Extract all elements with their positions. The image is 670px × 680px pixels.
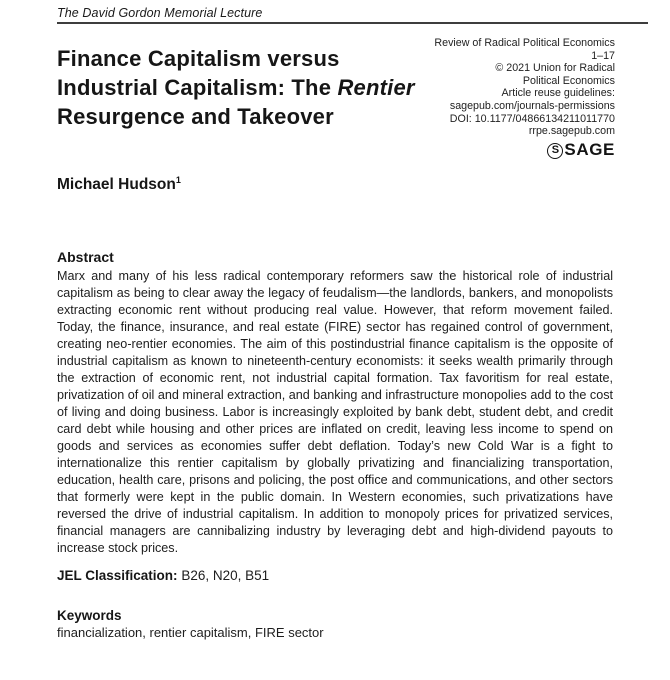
article-title-line1: Finance Capitalism versus <box>57 46 340 71</box>
journal-info-block <box>315 37 615 159</box>
abstract-block <box>57 249 613 640</box>
sage-logo <box>315 140 615 160</box>
jel-classification-codes: B26, N20, B51 <box>181 568 270 583</box>
copyright-line1: © 2021 Union for Radical <box>495 62 615 75</box>
article-title-line2-regular: Industrial Capitalism: The <box>57 75 338 100</box>
header-divider <box>57 22 648 24</box>
keywords-heading: Keywords <box>57 608 122 623</box>
author-affiliation-mark: 1 <box>175 174 181 185</box>
article-title-line2-italic: Rentier <box>337 75 415 100</box>
article-title-line3: Resurgence and Takeover <box>57 104 334 129</box>
abstract-heading: Abstract <box>57 249 114 265</box>
lecture-series-title: The David Gordon Memorial Lecture <box>57 6 263 20</box>
jel-classification-line <box>57 568 613 583</box>
jel-classification-label: JEL Classification: <box>57 568 178 583</box>
author-name: Michael Hudson <box>57 176 176 193</box>
reuse-guidelines-link[interactable]: sagepub.com/journals-permissions <box>449 99 615 112</box>
copyright-line2: Political Economics <box>522 74 615 87</box>
sage-circle-s-icon: S <box>547 143 563 159</box>
page-range: 1–17 <box>591 49 615 62</box>
journal-name: Review of Radical Political Economics <box>434 37 615 49</box>
doi-line: DOI: 10.1177/04866134211011770 <box>449 112 615 125</box>
journal-url-link[interactable]: rrpe.sagepub.com <box>528 125 615 138</box>
sage-logo-text: SAGE <box>564 140 615 160</box>
keywords-text: financialization, rentier capitalism, FIRE sector <box>57 625 324 640</box>
abstract-text: Marx and many of his less radical contemporary reformers saw the historical role of industrial capitalism as being to clear away the legacy of feudalism—the landlords, bankers, and monopolists extracting economic rent without producing real value. However, that reform movement failed. Today, the finance, insurance, and real estate (FIRE) sector has regained control of government, creating neo-rentier economies. The aim of this postindustrial finance capitalism is the opposite of industrial capitalism as known to nineteenth-century economists: it seeks wealth primarily through the extraction of economic rent, not industrial capital formation. Tax favoritism for real estate, privatization of oil and mineral extraction, and banking and infrastructure monopolies add to the cost of living and doing business. Labor is increasingly exploited by bank debt, student debt, and credit card debt while housing and other prices are inflated on credit, leaving less income to spend on goods and services as economies suffer debt deflation. Today’s new Cold War is a fight to internationalize this rentier capitalism by globally privatizing and financializing transportation, education, health care, prisons and policing, the post office and communications, and other sectors that formerly were kept in the public domain. In Western economies, such privatizations have reversed the drive of industrial capitalism. In addition to monopoly prices for privatized services, financial managers are cannibalizing industry by leveraging debt and high-dividend payouts to increase stock prices. <box>57 269 613 555</box>
author-line <box>57 176 181 194</box>
reuse-guidelines-label: Article reuse guidelines: <box>501 87 615 100</box>
